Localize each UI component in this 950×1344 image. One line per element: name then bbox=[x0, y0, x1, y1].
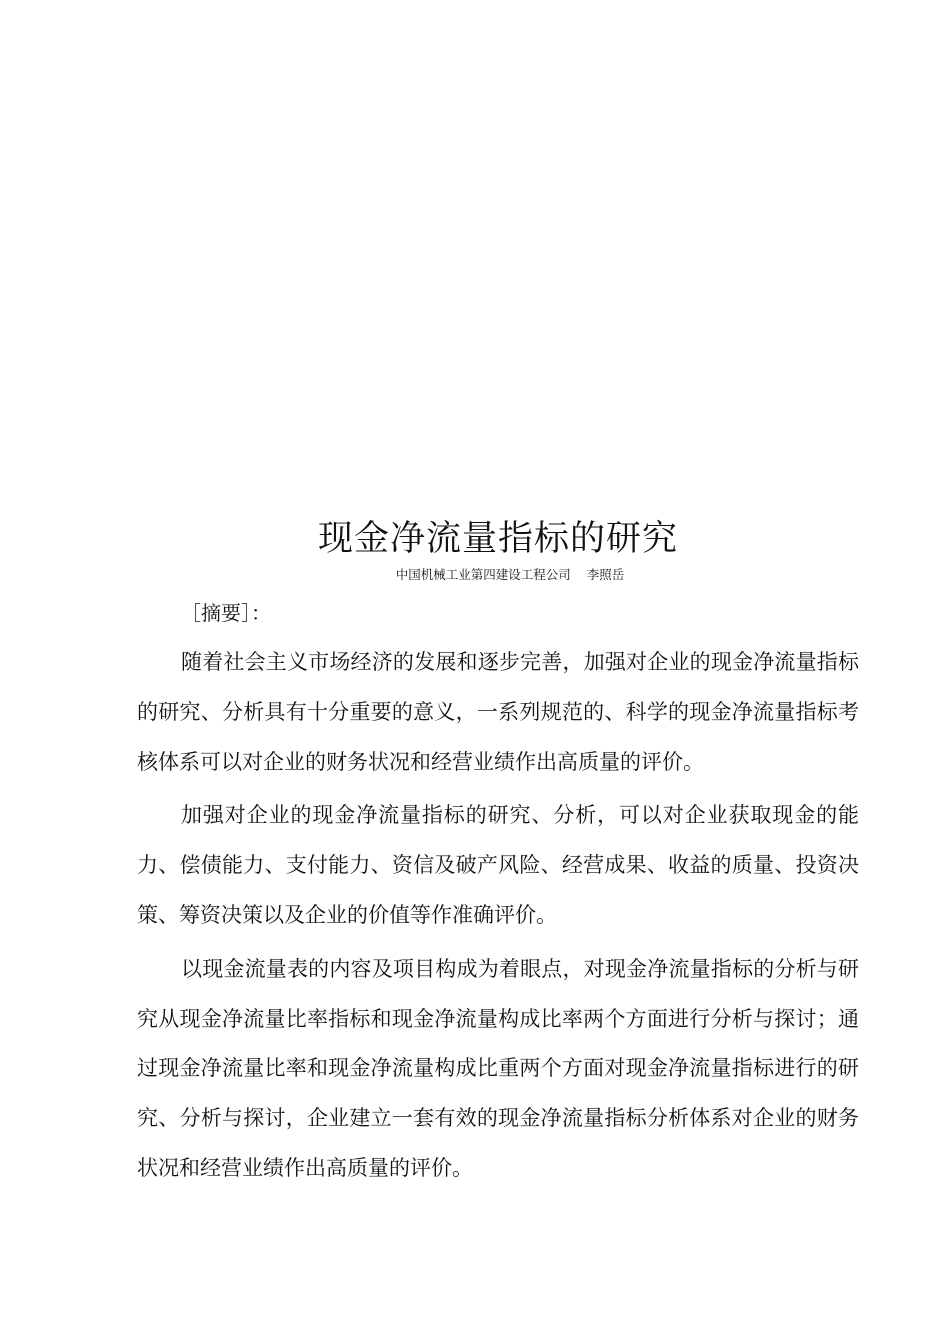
abstract-paragraph-2: 加强对企业的现金净流量指标的研究、分析，可以对企业获取现金的能力、偿债能力、支付能力、资信及破产风险、经营成果、收益的质量、投资决策、筹资决策以及企业的价值等作准确评价。 bbox=[137, 803, 859, 927]
abstract-label: ［摘要］： bbox=[181, 601, 271, 625]
document-title: 现金净流量指标的研究 bbox=[317, 519, 678, 559]
abstract-body bbox=[137, 638, 859, 1198]
abstract-paragraph-1: 随着社会主义市场经济的发展和逐步完善，加强对企业的现金净流量指标的研究、分析具有十分重要的意义，一系列规范的、科学的现金净流量指标考核体系可以对企业的财务状况和经营业绩作出高质量的评价。 bbox=[137, 650, 859, 774]
abstract-paragraph-3: 以现金流量表的内容及项目构成为着眼点，对现金净流量指标的分析与研究从现金净流量比率指标和现金净流量构成比率两个方面进行分析与探讨；通过现金净流量比率和现金净流量构成比重两个方面对现金净流量指标进行的研究、分析与探讨，企业建立一套有效的现金净流量指标分析体系对企业的财务状况和经营业绩作出高质量的评价。 bbox=[137, 956, 859, 1180]
author-byline: 中国机械工业第四建设工程公司 李照岳 bbox=[395, 567, 625, 582]
